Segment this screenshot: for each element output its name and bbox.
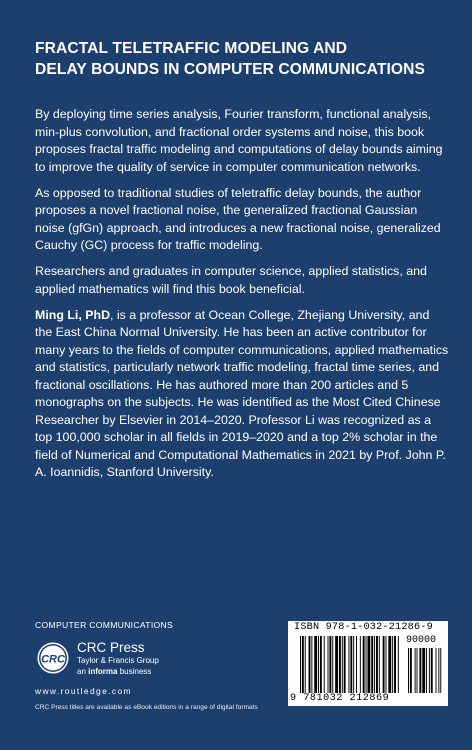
barcode-addon-bar [408,648,409,693]
barcode-bar [311,636,312,693]
barcode-addon-bar [429,648,430,693]
barcode-bar [350,636,352,693]
barcode-bar [383,636,385,693]
barcode-addon-digits: 90000 [406,635,437,646]
barcode-addon-bar [410,648,412,693]
barcode-bar [328,636,329,693]
description-paragraph-1: By deploying time series analysis, Fourier transform, functional analysis, min-plus convolution, and fractional order systems and noise, this book proposes fractal traffic modeling and computations of delay bounds aiming to improve the quality of service in computer communication networks. [35,107,443,174]
barcode-bar [353,636,354,693]
isbn-label: ISBN 978-1-032-21286-9 [294,622,433,633]
publisher-group: Taylor & Francis Group [77,656,159,665]
barcode-bar [371,636,373,693]
barcode-bar [318,636,319,693]
barcode-addon-bar [440,648,441,693]
barcode-bar [348,636,349,693]
barcode-addon-bar [422,648,425,693]
book-title [35,38,455,80]
barcode-bar [374,636,375,693]
barcode-bar [386,636,387,693]
barcode-addon-bar [436,648,437,693]
author-name: Ming Li, PhD [35,307,111,322]
barcode-bar [394,636,396,693]
barcode-bar [344,636,346,693]
publisher-website: www.routledge.com [35,686,132,696]
author-bio [35,307,449,482]
barcode-bar [329,636,331,693]
barcode-bar [335,636,338,693]
barcode-bar [302,636,304,693]
publisher-business-line: an informa business [77,667,152,676]
barcode-bar [320,636,322,693]
barcode-addon-bar [431,648,433,693]
barcode-addon-bar [426,648,427,693]
description-paragraph-2: As opposed to traditional studies of teletraffic delay bounds, the author proposes a novel fractional noise, the generalized fractional Gaussian noise (gfGn) approach, and introduces a new fractional noise, generalized Cauchy (GC) process for traffic modeling. [35,185,441,252]
barcode-bar [314,636,317,693]
barcode-bar [332,636,333,693]
barcode-bar [379,636,380,693]
barcode-addon-bar [415,648,416,693]
barcode-bar [376,636,378,693]
barcode-ean-digits: 9 781032 212869 [290,693,390,704]
informa-brand: informa [88,667,118,676]
barcode-bar [398,636,399,693]
barcode-addon-bar [438,648,439,693]
barcode-bar [360,636,361,693]
book-description [35,106,449,490]
isbn-barcode [288,621,448,706]
ebook-note: CRC Press titles are available as eBook editions in a range of digital formats [35,704,258,711]
book-title-line-1: FRACTAL TELETRAFFIC MODELING AND [35,40,348,57]
barcode-bar [300,636,301,693]
subject-category: COMPUTER COMMUNICATIONS [35,620,174,630]
barcode-bar [309,636,311,693]
barcode-bar [363,636,365,693]
barcode-addon-bar [419,648,421,693]
barcode-addon-bar [417,648,418,693]
description-paragraph-3: Researchers and graduates in computer science, applied statistics, and applied mathematics will find this book beneficial. [35,264,427,296]
barcode-bar [356,636,357,693]
barcode-bar [392,636,393,693]
book-title-line-2: DELAY BOUNDS IN COMPUTER COMMUNICATIONS [35,61,426,78]
author-bio-text: , is a professor at Ocean College, Zhejiang University, and the East China Normal University. He has been an active contributor for many years to the fields of computer communications, applied mathematics and statistics, particularly network traffic modeling, fractal time series, and fractional oscillations. He has authored more than 200 articles and 5 monographs on the subjects. He was identified as the Most Cited Chinese Researcher by Elsevier in 2014–2020. Professor Li was recognized as a top 100,000 scholar in all fields in 2019–2020 and a top 2% scholar in the field of Numerical and Computational Mathematics in 2021 by Prof. John P. A. Ioannidis, Stanford University. [35,307,449,479]
barcode-bar [324,636,325,693]
barcode-bar [339,636,341,693]
barcode-bar [367,636,370,693]
barcode-bar [388,636,391,693]
crc-logo-text: CRC [41,653,65,666]
barcode-bar [305,636,306,693]
publisher-name: CRC Press [77,640,145,655]
barcode-bar [366,636,367,693]
barcode-bar [342,636,343,693]
